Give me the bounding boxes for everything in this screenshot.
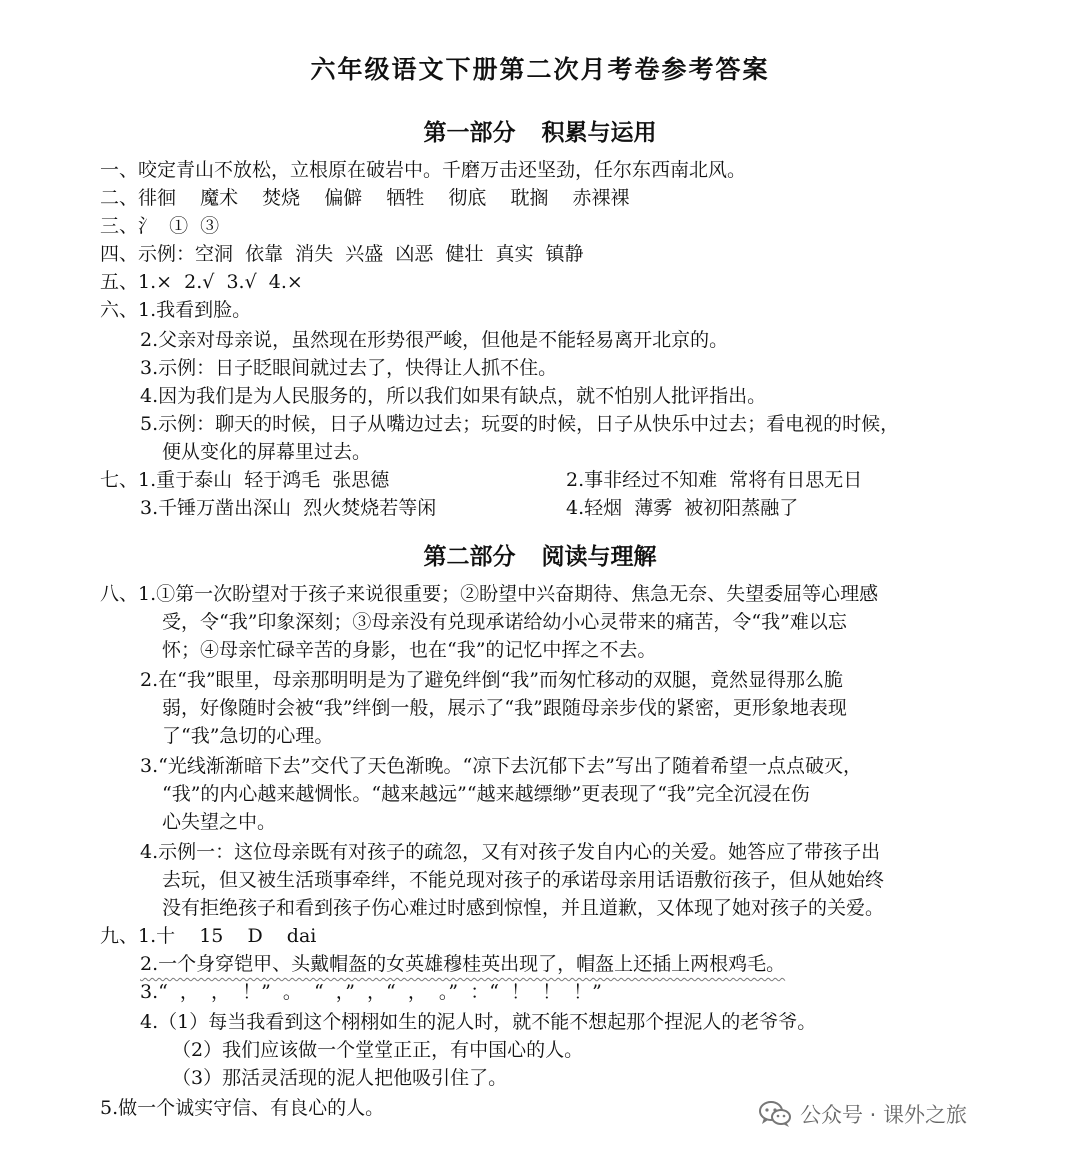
answer-line: 四、示例：空洞 依靠 消失 兴盛 凶恶 健壮 真实 镇静 (100, 243, 584, 265)
answer-line: 怀；④母亲忙碌辛苦的身影，也在“我”的记忆中挥之不去。 (162, 639, 657, 661)
section-heading-part2 (0, 538, 1080, 571)
answer-line: 3.“光线渐渐暗下去”交代了天色渐晚。“凉下去沉郁下去”写出了随着希望一点点破灭， (140, 755, 862, 777)
answer-line: 2.父亲对母亲说，虽然现在形势很严峻，但他是不能轻易离开北京的。 (140, 329, 729, 351)
answer-line: 3.“ ， ， ！” 。 “ ，” ，“ ， 。” ：“ ！ ！ ！” (140, 981, 602, 1003)
answer-line: 五、1.× 2.√ 3.√ 4.× (100, 271, 303, 293)
watermark (758, 1096, 967, 1132)
answer-line: 4.轻烟 薄雾 被初阳蒸融了 (566, 497, 799, 519)
answer-line: 便从变化的屏幕里过去。 (162, 441, 372, 463)
answer-line: 一、咬定青山不放松，立根原在破岩中。千磨万击还坚劲，任尔东西南北风。 (100, 159, 747, 181)
answer-line: 九、1.十 15 D dai (100, 925, 317, 947)
answer-line: 六、1.我看到脸。 (100, 299, 252, 321)
watermark-text: 公众号 · 课外之旅 (800, 1103, 968, 1127)
answer-line: 受，令“我”印象深刻；③母亲没有兑现承诺给幼小心灵带来的痛苦，令“我”难以忘 (162, 611, 847, 633)
document-title: 六年级语文下册第二次月考卷参考答案 (310, 55, 770, 84)
answer-line: 三、氵 ① ③ (100, 215, 220, 237)
answer-line: 二、徘徊 魔术 焚烧 偏僻 牺牲 彻底 耽搁 赤裸裸 (100, 187, 630, 209)
answer-line: 3.示例：日子眨眼间就过去了，快得让人抓不住。 (140, 357, 558, 379)
answer-line: （3）那活灵活现的泥人把他吸引住了。 (172, 1067, 508, 1089)
answer-line: 2.一个身穿铠甲、头戴帽盔的女英雄穆桂英出现了，帽盔上还插上两根鸡毛。 (140, 953, 786, 975)
answer-line: 4.因为我们是为人民服务的，所以我们如果有缺点，就不怕别人批评指出。 (140, 385, 767, 407)
section-name: 阅读与理解 (541, 544, 657, 570)
answer-line: 2.事非经过不知难 常将有日思无日 (566, 469, 863, 491)
section-heading-part1 (0, 114, 1080, 147)
answer-line: 4.示例一：这位母亲既有对孩子的疏忽，又有对孩子发自内心的关爱。她答应了带孩子出 (140, 841, 881, 863)
answer-line: 2.在“我”眼里，母亲那明明是为了避免绊倒“我”而匆忙移动的双腿，竟然显得那么脆 (140, 669, 843, 691)
answer-line: 5.做一个诚实守信、有良心的人。 (100, 1097, 385, 1119)
section-label: 第一部分 (423, 120, 516, 146)
answer-line: 七、1.重于泰山 轻于鸿毛 张思德 (100, 469, 390, 491)
answer-line: 了“我”急切的心理。 (162, 725, 334, 747)
answer-line: 心失望之中。 (162, 811, 277, 833)
answer-line: 5.示例：聊天的时候，日子从嘴边过去；玩耍的时候，日子从快乐中过去；看电视的时候， (140, 413, 900, 435)
section-label: 第二部分 (423, 544, 516, 570)
answer-line: （2）我们应该做一个堂堂正正，有中国心的人。 (172, 1039, 584, 1061)
section-name: 积累与运用 (541, 120, 657, 146)
wechat-icon (758, 1099, 792, 1129)
answer-line: 八、1.①第一次盼望对于孩子来说很重要；②盼望中兴奋期待、焦急无奈、失望委屈等心理感 (100, 583, 879, 605)
answer-line: 去玩，但又被生活琐事牵绊，不能兑现对孩子的承诺母亲用话语敷衍孩子，但从她始终 (162, 869, 885, 891)
answer-line: 3.千锤万凿出深山 烈火焚烧若等闲 (140, 497, 437, 519)
answer-line: 4.（1）每当我看到这个栩栩如生的泥人时，就不能不想起那个捏泥人的老爷爷。 (140, 1011, 817, 1033)
answer-line: 弱，好像随时会被“我”绊倒一般，展示了“我”跟随母亲步伐的紧密，更形象地表现 (162, 697, 847, 719)
answer-line: “我”的内心越来越惆怅。“越来越远”“越来越缥缈”更表现了“我”完全沉浸在伤 (162, 783, 810, 805)
answer-line: 没有拒绝孩子和看到孩子伤心难过时感到惊惶，并且道歉，又体现了她对孩子的关爱。 (162, 897, 885, 919)
